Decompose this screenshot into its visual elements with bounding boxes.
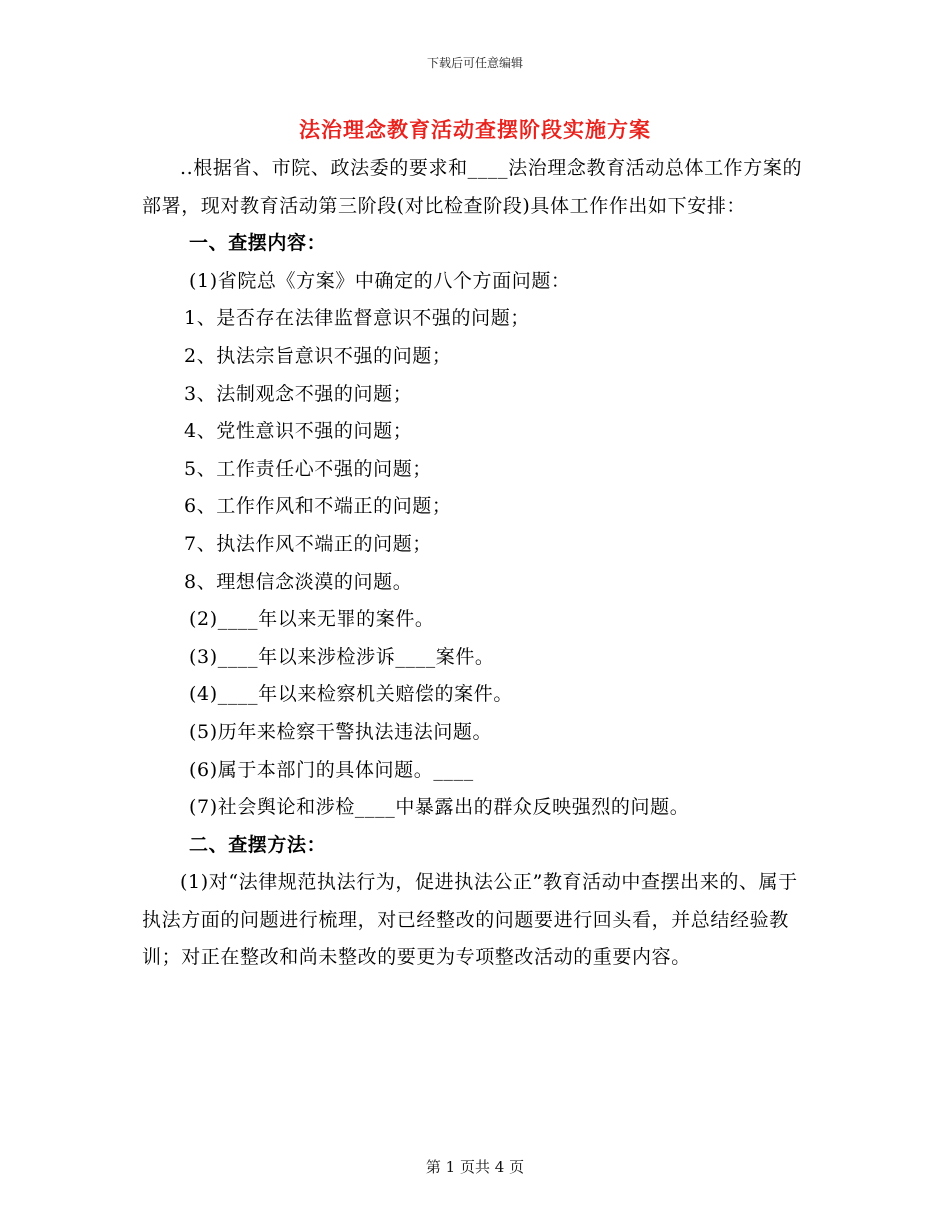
section1-heading: 一、查摆内容： bbox=[189, 232, 327, 255]
list-item: 3、法制观念不强的问题； bbox=[184, 382, 413, 405]
section2-heading: 二、查摆方法： bbox=[189, 833, 327, 856]
intro-paragraph: ..根据省、市院、政法委的要求和____法治理念教育活动总体工作方案的部署，现对教育活动第三阶段(对比检查阶段)具体工作作出如下安排： bbox=[142, 157, 803, 217]
list-item: 5、工作责任心不强的问题； bbox=[184, 457, 432, 480]
page-header-note: 下载后可任意编辑 bbox=[426, 56, 523, 70]
list-item: (7)社会舆论和涉检____中暴露出的群众反映强烈的问题。 bbox=[189, 796, 690, 819]
list-item: 8、理想信念淡漠的问题。 bbox=[184, 570, 413, 593]
list-item: 6、工作作风和不端正的问题； bbox=[184, 495, 452, 518]
list-item: 2、执法宗旨意识不强的问题； bbox=[184, 344, 452, 367]
list-item: (3)____年以来涉检涉诉____案件。 bbox=[189, 645, 495, 668]
page-number: 第 1 页共 4 页 bbox=[425, 1158, 525, 1176]
list-item: 1、是否存在法律监督意识不强的问题； bbox=[184, 307, 530, 330]
list-item: (2)____年以来无罪的案件。 bbox=[189, 608, 435, 631]
document-body bbox=[142, 150, 807, 977]
list-item: (6)属于本部门的具体问题。____ bbox=[189, 758, 474, 781]
list-item: (5)历年来检察干警执法违法问题。 bbox=[189, 720, 493, 743]
section2-paragraph: (1)对“法律规范执法行为，促进执法公正”教育活动中查摆出来的、属于执法方面的问题进行梳理，对已经整改的问题要进行回头看，并总结经验教训；对正在整改和尚未整改的要更为专项整改活动的重要内容。 bbox=[142, 871, 798, 969]
list-item: (4)____年以来检察机关赔偿的案件。 bbox=[189, 683, 513, 706]
list-item: 7、执法作风不端正的问题； bbox=[184, 532, 432, 555]
document-title: 法治理念教育活动查摆阶段实施方案 bbox=[299, 117, 651, 142]
list-item: (1)省院总《方案》中确定的八个方面问题： bbox=[189, 269, 571, 292]
list-item: 4、党性意识不强的问题； bbox=[184, 420, 413, 443]
